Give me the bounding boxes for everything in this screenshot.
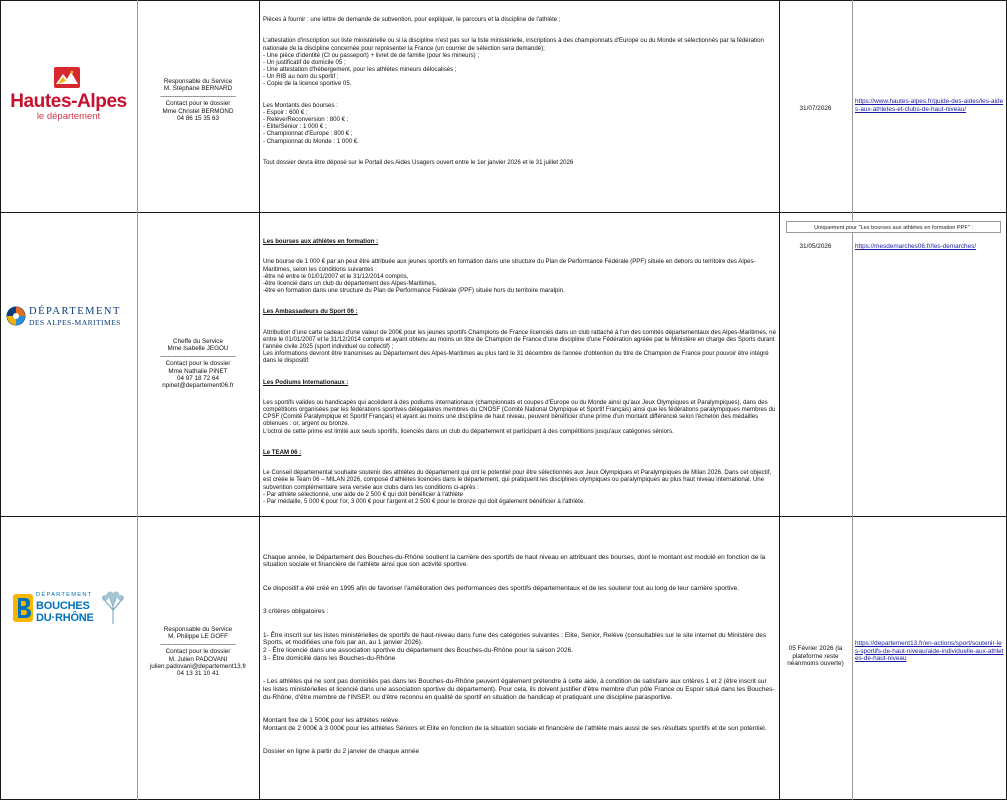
contact-name: M. Philippe LE GOFF xyxy=(168,633,228,641)
description-cell xyxy=(259,0,779,212)
desc-paragraph: 3 critères obligatoires : xyxy=(263,608,329,616)
contact-phone: 04 13 31 10 41 xyxy=(176,670,220,678)
contact-person: Mme Nathalie PINET xyxy=(168,367,228,375)
section-title: Les bourses aux athlètes en formation : xyxy=(263,238,379,246)
desc-paragraph: Dossier en ligne à partir du 2 janvier de chaque année xyxy=(263,748,420,756)
contact-email: npinet@departement06.fr xyxy=(162,382,234,390)
contact-person: Mme Christel BERMOND xyxy=(162,107,234,115)
deadline-cell xyxy=(779,517,852,799)
info-link[interactable]: https://mesdemarches06.fr/les-demarches/ xyxy=(855,243,977,250)
desc-paragraph: Chaque année, le Département des Bouches-du-Rhône soutient la carrière des sportifs de haut niveau en attribuant des bourses, dont le montant est modulé en fonction de la situation sociale et financière de l'athlète ainsi que son activité sportive. xyxy=(263,553,766,569)
contact-label: Contact pour le dossier xyxy=(165,648,231,656)
link-cell xyxy=(852,0,1007,212)
deadline-date: 31/05/2026 xyxy=(799,243,832,250)
section-text: Attribution d'une carte cadeau d'une valeur de 200€ pour les jeunes sportifs Champions de France licenciés dans un club rattaché à l'un des comités départementaux des Alpes-Maritimes, né entre le 01/01/2007 et le 31/12/2014 compris et ayant obtenu au moins un titre de Champion de France d'une discipline d'une Fédération agréée par le Ministère en charge des Sports durant l'année civile 2025 (sport individuel ou collectif) ; Les informations devront être transmises au Département des Alpes-Maritimes au plus tard le 31 décembre de l'année d'obtention du titre de Champion de France pour pouvoir être intégré dans le dispositif. xyxy=(263,328,776,365)
description-cell xyxy=(259,517,779,799)
contact-separator: ------------------------------------------ xyxy=(160,352,236,360)
desc-paragraph: - Les athlètes qui ne sont pas domiciliés pas dans les Bouches-du-Rhône peuvent également prétendre à cette aide, à condition de satisfaire aux critères 1 et 2 (être inscrit sur les listes ministérielles et licencié dans une association sportive du département). Pour cela, ils doivent justifier d'être membre d'un pôle France ou Espoir situé dans les Bouches-du-Rhône, d'être membre de l'INSEP, ou d'être reconnu en qualité de sportif en situation de handicap et pratiquant une discipline parasportive. xyxy=(263,678,775,701)
desc-paragraph: Pièces à fournir : une lettre de demande de subvention, pour expliquer, le parcours et la discipline de l'athlète ; xyxy=(263,16,561,24)
info-link[interactable]: https://departement13.fr/en-actions/sport/soutenir-les-sportifs-de-haut-niveau/aide-individuelle-aux-athletes-de-haut-niveau xyxy=(855,640,1004,663)
contact-separator: ------------------------------------------ xyxy=(160,640,236,648)
contact-name: M. Stéphane BERNARD xyxy=(163,85,233,93)
contact-cell xyxy=(137,213,259,516)
logo-name: Hautes-Alpes xyxy=(10,91,127,112)
logo-cell xyxy=(0,517,137,799)
description-cell xyxy=(259,213,779,516)
deadline-cell xyxy=(779,213,852,516)
contact-phone: 04 86 15 35 63 xyxy=(176,115,220,123)
info-link[interactable]: https://www.hautes-alpes.fr/guide-des-aides/les-aides-aux-athletes-et-clubs-de-haut-niveau/ xyxy=(855,98,1004,113)
desc-paragraph: Ce dispositif a été créé en 1995 afin de favoriser l'amélioration des performances des sportifs départementaux et de les soutenir tout au long de leur carrière sportive. xyxy=(263,584,740,592)
section-title: Les Podiums Internationaux : xyxy=(263,378,349,386)
contact-label: Contact pour le dossier xyxy=(165,360,231,368)
desc-paragraph: Tout dossier devra être déposé sur le Portail des Aides Usagers ouvert entre le 1er janvier 2026 et le 31 juillet 2026 xyxy=(263,158,574,166)
desc-paragraph: L'attestation d'inscription sur liste ministérielle ou si la discipline n'est pas sur la liste ministérielle, inscriptions à des championnats d'Europe ou du Monde et sélectionnés par la fédération nationale de la discipline concernée pour représenter la France (un courrier de sélection sera demandé); - Une pièce d'identité (CI ou passeport) + livret de de famille (pour les mineurs) ; - Un justificatif de domicile 05 ; - Une attestation d'hébergement, pour les athlètes mineurs délocalisés ; - Un RIB au nom du sportif ; - Copie de la licence sportive 05. xyxy=(263,37,764,88)
logo-cell xyxy=(0,0,137,212)
contact-cell xyxy=(137,0,259,212)
contact-phone: 04 97 18 72 64 xyxy=(176,375,220,383)
tree-icon xyxy=(100,590,126,624)
desc-paragraph: Les Montants des bourses : - Espoir : 600 € ; - Relève/Reconversion : 800 € ; - Elite/Sénior : 1 000 € ; - Championnat d'Europe : 800 € ; - Championnat du Monde : 1 000 €. xyxy=(263,101,359,145)
contact-role: Cheffe du Service xyxy=(173,338,223,345)
bouches-du-rhone-logo xyxy=(12,590,127,626)
logo-name: DÉPARTEMENT xyxy=(29,306,121,317)
table-row-alpes-maritimes xyxy=(0,213,1007,516)
desc-paragraph: Montant fixe de 1 500€ pour les athlètes relève. Montant de 2 000€ à 3 000€ pour les athlètes Séniors et Elite en fonction de la situation sociale et financière de l'athlète mais aussi de ses résultats sportifs et de son potentiel. xyxy=(263,716,767,732)
alpes-maritimes-emblem-icon xyxy=(6,306,26,326)
table-row-hautes-alpes xyxy=(0,0,1007,212)
deadline-date: 31/07/2026 xyxy=(799,105,832,112)
table-row-bouches-du-rhone xyxy=(0,517,1007,799)
section-text: Le Conseil départemental souhaite soutenir des athlètes du département qui ont le potentiel pour être sélectionnés aux Jeux Olympiques et Paralympiques de Milan 2026. Dans cet objectif, est créée le Team 06 – MILAN 2026, composé d'athlètes licenciés dans le département, qui pratiquent les disciplines olympiques ou paralympiques au plus haut niveau international. Une subvention complémentaire sera versée aux clubs dans les conditions ci-après : - Par athlète sélectionné, une aide de 2 500 € qui doit bénéficier à l'athlète - Par médaille, 5 000 € pour l'or, 3 000 € pour l'argent et 2 500 € pour le bronze qui doit également bénéficier à l'athlète. xyxy=(263,469,772,505)
contact-label: Contact pour le dossier xyxy=(165,100,231,108)
hautes-alpes-logo xyxy=(6,66,131,124)
contact-person: M. Julien PADOVANI xyxy=(168,655,228,663)
deadline-date: 05 Février 2026 (la plateforme reste néanmoins ouverte) xyxy=(787,645,844,668)
ppf-note: Uniquement pour "Les bourses aux athlètes en formation PPF" : xyxy=(786,221,1001,233)
alpes-maritimes-logo xyxy=(4,305,134,327)
logo-subtitle: le département xyxy=(36,111,101,122)
logo-subtitle: DES ALPES-MARITIMES xyxy=(29,318,121,327)
section-title: Le TEAM 06 : xyxy=(263,448,302,456)
contact-separator: ------------------------------------------ xyxy=(160,92,236,100)
contact-role: Responsable du Service xyxy=(163,78,233,85)
logo-name: BOUCHES xyxy=(36,600,90,612)
logo-cell xyxy=(0,213,137,516)
contact-role: Responsable du Service xyxy=(163,626,233,633)
contact-cell xyxy=(137,517,259,799)
section-text: Une bourse de 1 000 € par an peut être attribuée aux jeunes sportifs en formation dans une structure du Plan de Performance Fédérale (PPF) située en dehors du territoire des Alpes-Maritimes, selon les conditions suivantes : -être né entre le 01/01/2007 et le 31/12/2014 compris, -être licencié dans un club du département des Alpes-Maritimes, -être en formation dans une structure du Plan de Performance Fédérale (PPF) située hors du territoire maralpin. xyxy=(263,258,756,295)
link-cell xyxy=(852,213,1007,516)
logo-top: DÉPARTEMENT xyxy=(36,592,93,598)
section-title: Les Ambassadeurs du Sport 06 : xyxy=(263,308,358,316)
deadline-cell xyxy=(779,0,852,212)
contact-name: Mme Isabelle JEGOU xyxy=(167,345,229,353)
b13-emblem-icon xyxy=(12,593,34,623)
contact-email: julien.padovani@departement13.fr xyxy=(149,663,247,671)
section-text: Les sportifs valides ou handicapés qui accèdent à des podiums internationaux (championnats et coupes d'Europe ou du Monde ainsi qu'aux Jeux Olympiques et Paralympiques), dans des compétitions organisées par les fédérations sportives délégataires membres du CNOSF (Comité National Olympique et Sportif Français) ainsi que les fédérations paralympiques membres du CPSF (Comité Paralympique et Sportif Français) et ayant au moins une discipline de haut niveau, peuvent bénéficier d'une prime d'un montant différencié selon l'échelon des médailles obtenues : or, argent ou bronze. L'octroi de cette prime est limité aux seuls sportifs, licenciés dans un club du département et participant à des compétitions jusqu'aux catégories séniors. xyxy=(263,398,776,435)
desc-paragraph: 1- Être inscrit sur les listes ministérielles de sportifs de haut-niveau dans l'une des catégories suivantes : Elite, Senior, Relève (consultables sur le site internet du Ministère des Sports, et modifiées une fois par an, au 1 janvier 2026). 2 - Être licencié dans une association sportive du département des Bouches-du-Rhône pour la saison 2026. 3 - Être domicilié dans les Bouches-du-Rhône xyxy=(263,631,767,662)
link-cell xyxy=(852,517,1007,799)
logo-name-line2: DU·RHÔNE xyxy=(36,612,94,624)
